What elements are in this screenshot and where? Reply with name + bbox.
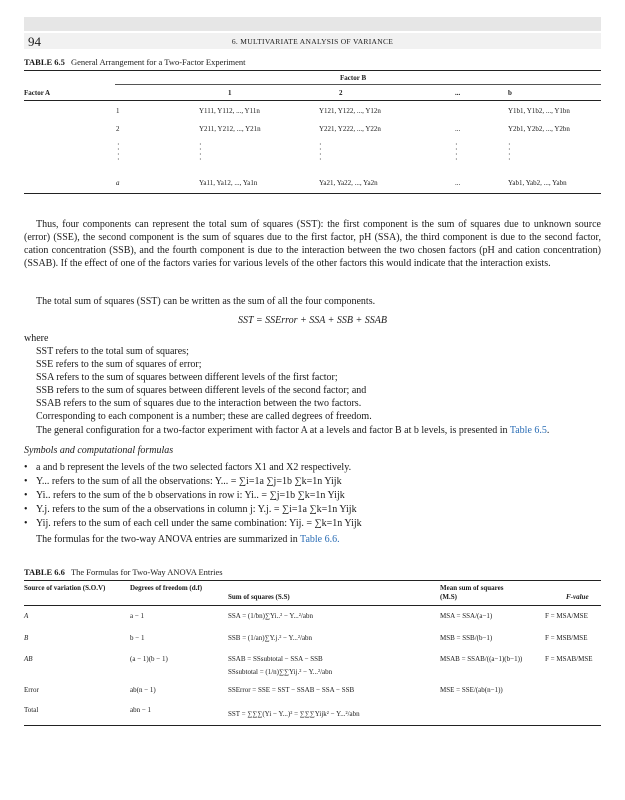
row-a-ss: SSA = (1/bn)∑Yi..² − Y...²/abn	[228, 612, 313, 620]
definition-sse: SSE refers to the sum of squares of error;	[36, 359, 202, 370]
row-total-df: abn − 1	[130, 706, 152, 714]
row-2-col-1: Y211, Y212, ..., Y21n	[199, 125, 261, 133]
row-a-sov: A	[24, 612, 29, 620]
col-header-b: b	[508, 89, 512, 97]
row-b-f: F = MSB/MSE	[545, 634, 588, 642]
row-ab-f: F = MSAB/MSE	[545, 655, 593, 663]
header-sov: Source of variation (S.O.V)	[24, 584, 106, 592]
where-label: where	[24, 333, 49, 344]
definition-ssb: SSB refers to the sum of squares between different levels of the second factor; and	[36, 385, 367, 396]
row-a-ms: MSA = SSA/(a−1)	[440, 612, 493, 620]
row-ab-sov: AB	[24, 655, 33, 663]
bullet-column-total-text: Y.j. refers to the sum of the a observations in column j: Y.j. = ∑i=1a ∑k=1n Yijk	[36, 504, 357, 515]
col-header-2: 2	[339, 89, 343, 97]
row-b-ss: SSB = (1/an)∑Y.j.² − Y...²/abn	[228, 634, 313, 642]
paragraph-formulas	[36, 534, 340, 545]
paragraph-components: Thus, four components can represent the total sum of squares (SST): the first component is the sum of squares due to unknown source (error) (SSE), the second component is the sum of squares due to the first factor, pH (SSA), the third component is due to the second factor, cation concentration (SSB), and the fourth component is due to the interaction between the two chosen factors (pH and cation concentration) (SSAB). If the effect of one of the factors varies for various levels of the other factors this would indicate that the interaction exists.	[24, 219, 601, 269]
table-6-5-top-rule	[24, 70, 601, 71]
vdots-col-3: · · · ·	[455, 140, 458, 164]
factor-b-header: Factor B	[340, 74, 367, 82]
row-b-df: b − 1	[130, 634, 145, 642]
top-bar	[24, 17, 601, 31]
table-6-5-header-rule	[24, 100, 601, 101]
row-a-col-2: Ya21, Ya22, ..., Ya2n	[319, 179, 378, 187]
paragraph-degrees-of-freedom: Corresponding to each component is a number; these are called degrees of freedom.	[36, 411, 372, 422]
table-6-5-bottom-rule	[24, 193, 601, 194]
definition-ssa: SSA refers to the sum of squares between different levels of the first factor;	[36, 372, 338, 383]
vdots-col-b: · · · ·	[508, 140, 511, 164]
row-2-label: 2	[116, 125, 120, 133]
table-6-6-bottom-rule	[24, 725, 601, 726]
row-ab-df: (a − 1)(b − 1)	[130, 655, 168, 663]
table-6-5-link[interactable]: Table 6.5	[509, 425, 547, 436]
row-a-col-b: Yab1, Yab2, ..., Yabn	[508, 179, 567, 187]
configuration-text: The general configuration for a two-factor experiment with factor A at a levels and factor B at b levels, is presented in	[36, 425, 508, 436]
equation-sst: SST = SSError + SSA + SSB + SSAB	[237, 315, 388, 326]
bullet-levels-text: a and b represent the levels of the two selected factors X1 and X2 respectively.	[36, 462, 352, 473]
row-a-df: a − 1	[130, 612, 145, 620]
table-6-6-top-rule	[24, 580, 601, 581]
row-a-col-1: Ya11, Ya12, ..., Ya1n	[199, 179, 258, 187]
page-header	[24, 33, 601, 49]
table-6-6-link[interactable]: Table 6.6.	[300, 534, 340, 545]
row-a-col-3: ...	[455, 179, 461, 187]
table-6-6-header-rule	[24, 605, 601, 606]
bullet-grand-total: • Y... refers to the sum of all the observations: Y... = ∑i=1a ∑j=1b ∑k=1n Yijk	[24, 476, 342, 487]
header-f: F-value	[566, 593, 589, 601]
vdots-col-2: · · · ·	[319, 140, 322, 164]
bullet-levels: • a and b represent the levels of the two selected factors X1 and X2 respectively.	[24, 462, 352, 473]
row-b-ms: MSB = SSB/(b−1)	[440, 634, 493, 642]
row-ab-ss: SSAB = SSsubtotal − SSA − SSB	[228, 655, 323, 663]
row-total-sov: Total	[24, 706, 39, 714]
factor-b-rule	[115, 84, 601, 85]
row-total-ss: SST = ∑∑∑(Yi − Y...)² = ∑∑∑Yijk² − Y...²/abn	[228, 710, 360, 718]
factor-a-header: Factor A	[24, 89, 51, 97]
bullet-column-total: • Y.j. refers to the sum of the a observations in column j: Y.j. = ∑i=1a ∑k=1n Yijk	[24, 504, 357, 515]
paragraph-total-sum: The total sum of squares (SST) can be written as the sum of all the four components.	[36, 296, 376, 307]
row-1-col-2: Y121, Y122, ..., Y12n	[319, 107, 381, 115]
vdots-col-1: · · · ·	[199, 140, 202, 164]
row-b-sov: B	[24, 634, 29, 642]
header-ms: Mean sum of squares (M.S)	[440, 584, 504, 601]
bullet-row-total-text: Yi.. refers to the sum of the b observations in row i: Yi.. = ∑j=1b ∑k=1n Yijk	[36, 490, 345, 501]
row-1-col-b: Y1b1, Y1b2, ..., Y1bn	[508, 107, 570, 115]
bullet-grand-total-text: Y... refers to the sum of all the observations: Y... = ∑i=1a ∑j=1b ∑k=1n Yijk	[36, 476, 342, 487]
row-2-col-b: Y2b1, Y2b2, ..., Y2bn	[508, 125, 570, 133]
table-6-5-title: General Arrangement for a Two-Factor Experiment	[70, 57, 246, 67]
row-ab-ms: MSAB = SSAB/((a−1)(b−1))	[440, 655, 523, 663]
col-header-1: 1	[228, 89, 232, 97]
row-a-label: a	[116, 179, 120, 187]
row-1-col-1: Y111, Y112, ..., Y11n	[199, 107, 260, 115]
row-1-label: 1	[116, 107, 120, 115]
page-number: 94	[28, 34, 41, 49]
header-df: Degrees of freedom (d.f)	[130, 584, 203, 592]
row-a-f: F = MSA/MSE	[545, 612, 588, 620]
row-ab-ss-subtotal: SSsubtotal = (1/n)∑∑Yij.² − Y...²/abn	[228, 668, 333, 676]
table-6-5-label: TABLE 6.5	[24, 57, 65, 67]
header-ss: Sum of squares (S.S)	[228, 593, 290, 601]
table-6-6-label: TABLE 6.6	[24, 567, 65, 577]
table-6-6-caption	[24, 567, 223, 577]
table-6-5-caption	[24, 57, 246, 67]
row-error-df: ab(n − 1)	[130, 686, 156, 694]
running-head: 6. MULTIVARIATE ANALYSIS OF VARIANCE	[231, 37, 394, 46]
col-header-3: ...	[455, 89, 461, 97]
formulas-text: The formulas for the two-way ANOVA entries are summarized in	[36, 534, 298, 545]
bullet-cell-total-text: Yij. refers to the sum of each cell under the same combination: Yij. = ∑k=1n Yijk	[36, 518, 362, 529]
vdots-factor-a: · · · ·	[117, 140, 120, 164]
bullet-cell-total: • Yij. refers to the sum of each cell under the same combination: Yij. = ∑k=1n Yijk	[24, 518, 362, 529]
row-2-col-3: ...	[455, 125, 461, 133]
symbols-heading: Symbols and computational formulas	[24, 445, 174, 456]
definition-ssab: SSAB refers to the sum of squares due to the interaction between the two factors.	[36, 398, 362, 409]
row-error-sov: Error	[24, 686, 39, 694]
table-6-6-title: The Formulas for Two-Way ANOVA Entries	[70, 567, 223, 577]
bullet-row-total: • Yi.. refers to the sum of the b observations in row i: Yi.. = ∑j=1b ∑k=1n Yijk	[24, 490, 345, 501]
row-error-ms: MSE = SSE/(ab(n−1))	[440, 686, 503, 694]
definition-sst: SST refers to the total sum of squares;	[36, 346, 189, 357]
row-2-col-2: Y221, Y222, ..., Y22n	[319, 125, 381, 133]
row-error-ss: SSError = SSE = SST − SSAB − SSA − SSB	[228, 686, 355, 694]
paragraph-configuration: The general configuration for a two-factor experiment with factor A at a levels and factor B at b levels, is presented in Table 6.5.	[36, 425, 550, 436]
